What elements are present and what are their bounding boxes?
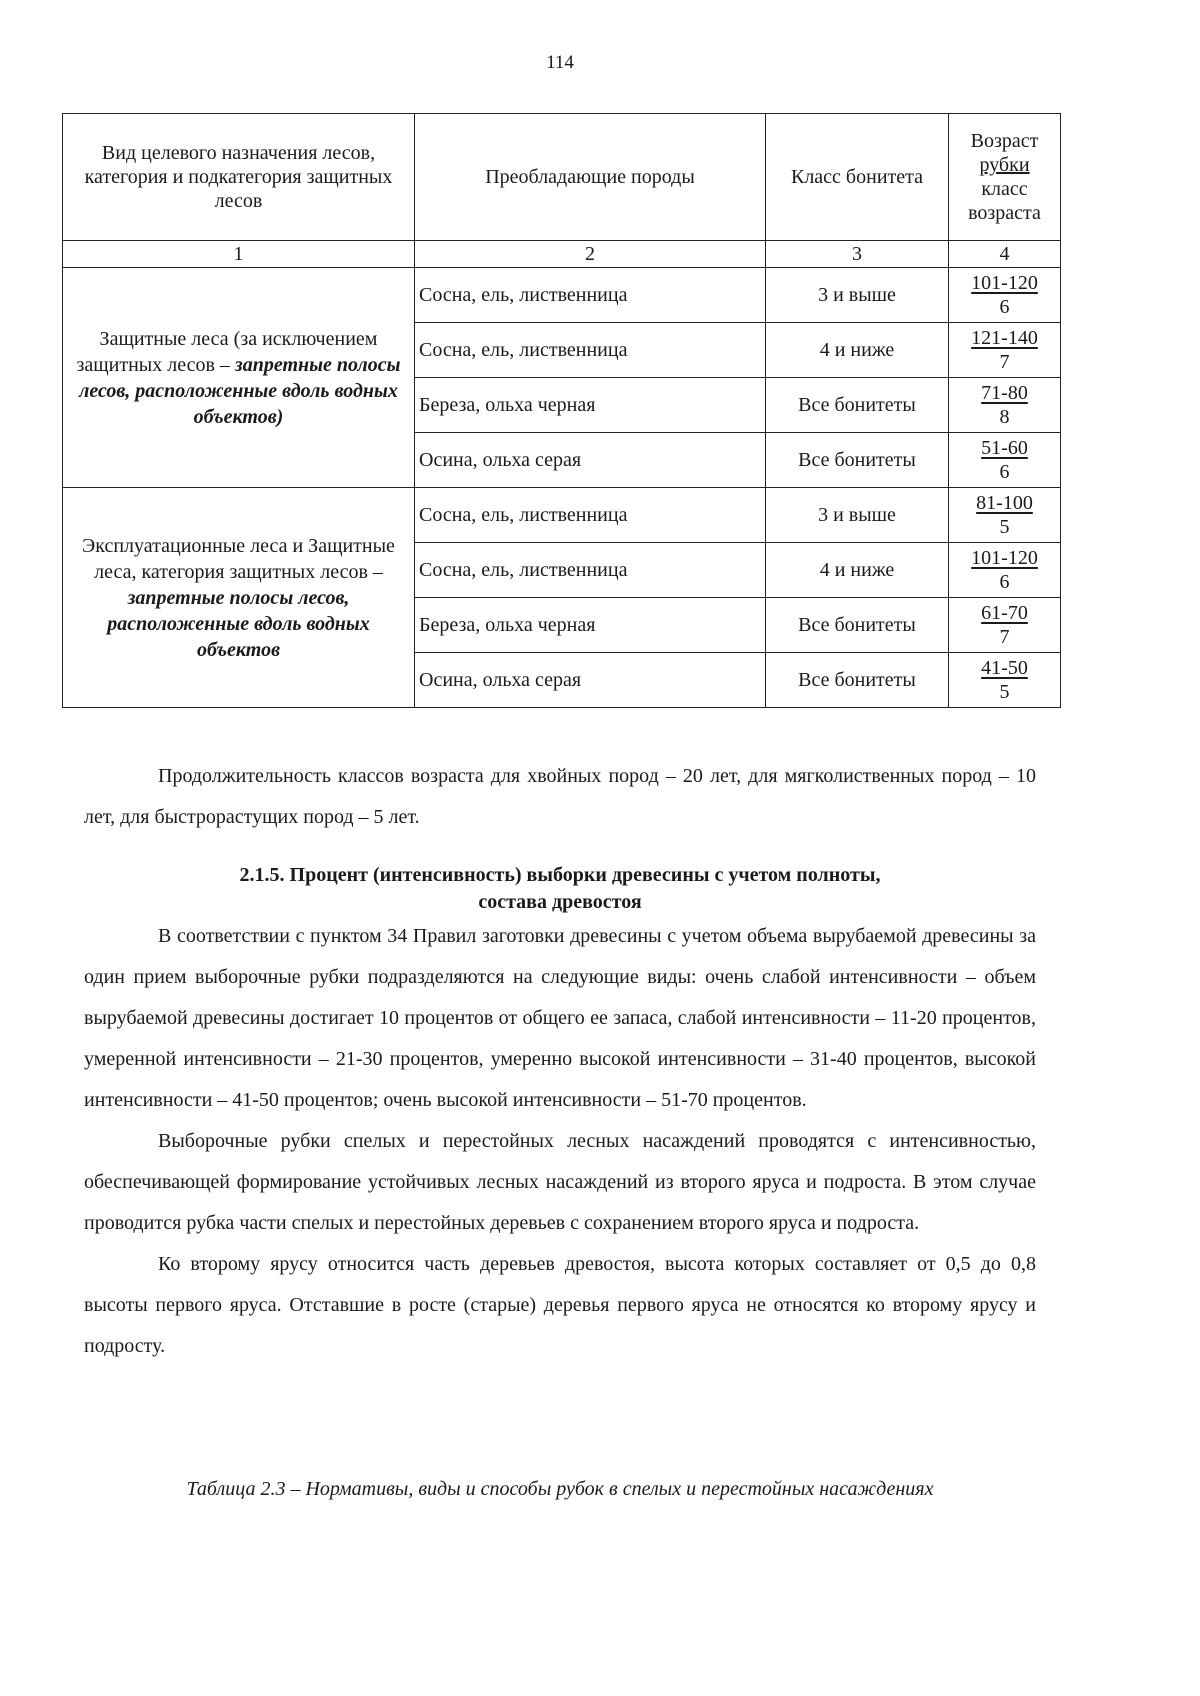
species-cell: Сосна, ель, лиственница bbox=[415, 543, 766, 598]
cutting-age: 81-100 bbox=[976, 492, 1033, 514]
header-forest-type: Вид целевого назначения лесов, категория и подкатегория защитных лесов bbox=[63, 114, 415, 241]
header-bonitet: Класс бонитета bbox=[766, 114, 949, 241]
table-caption: Таблица 2.3 – Нормативы, виды и способы рубок в спелых и перестойных насаждениях bbox=[186, 1478, 934, 1500]
species-cell: Сосна, ель, лиственница bbox=[415, 268, 766, 323]
column-number: 3 bbox=[766, 241, 949, 268]
paragraph: Ко второму ярусу относится часть деревьев древостоя, высота которых составляет от 0,5 до 0,8 высоты первого яруса. Отставшие в росте (старые) деревья первого яруса не относятся ко второму ярусу и подросту. bbox=[84, 1253, 1036, 1357]
header-age-line3: класс bbox=[981, 178, 1028, 200]
column-number-row bbox=[63, 241, 1061, 268]
section-heading-line1: 2.1.5. Процент (интенсивность) выборки древесины с учетом полноты, bbox=[239, 864, 881, 886]
species-cell: Береза, ольха черная bbox=[415, 378, 766, 433]
forest-category-label: Защитные леса (за исключением защитных лесов – bbox=[76, 327, 378, 376]
bonitet-cell: 3 и выше bbox=[766, 268, 949, 323]
cutting-age: 121-140 bbox=[971, 327, 1038, 349]
column-number: 1 bbox=[63, 241, 415, 268]
forest-category-emphasis: запретные полосы лесов, расположенные вдоль водных объектов bbox=[107, 586, 370, 661]
species-cell: Осина, ольха серая bbox=[415, 433, 766, 488]
species-cell: Осина, ольха серая bbox=[415, 653, 766, 708]
species-cell: Сосна, ель, лиственница bbox=[415, 488, 766, 543]
cutting-age: 101-120 bbox=[971, 547, 1038, 569]
bonitet-cell: Все бонитеты bbox=[766, 378, 949, 433]
header-age-line2: рубки bbox=[979, 154, 1030, 176]
species-cell: Береза, ольха черная bbox=[415, 598, 766, 653]
bonitet-cell: Все бонитеты bbox=[766, 653, 949, 708]
bonitet-cell: Все бонитеты bbox=[766, 433, 949, 488]
cutting-age: 51-60 bbox=[981, 437, 1028, 459]
section-heading bbox=[84, 862, 1036, 916]
age-class: 8 bbox=[999, 406, 1010, 428]
bonitet-cell: Все бонитеты bbox=[766, 598, 949, 653]
forest-category-emphasis: запретные полосы лесов, расположенные вдоль водных объектов) bbox=[79, 353, 401, 428]
header-age-line4: возраста bbox=[968, 202, 1041, 224]
age-cell bbox=[949, 598, 1061, 653]
age-cell bbox=[949, 378, 1061, 433]
forest-category-cell bbox=[63, 268, 415, 488]
page-number: 114 bbox=[546, 52, 574, 73]
age-class: 6 bbox=[999, 571, 1010, 593]
body-text bbox=[84, 916, 1036, 1367]
age-class: 7 bbox=[999, 626, 1010, 648]
cutting-age: 41-50 bbox=[981, 657, 1028, 679]
header-age-line1: Возраст bbox=[970, 130, 1039, 152]
cutting-age: 61-70 bbox=[981, 602, 1028, 624]
age-cell bbox=[949, 433, 1061, 488]
header-age bbox=[949, 114, 1061, 241]
age-class: 5 bbox=[999, 516, 1010, 538]
age-cell bbox=[949, 323, 1061, 378]
bonitet-cell: 4 и ниже bbox=[766, 323, 949, 378]
age-class: 6 bbox=[999, 296, 1010, 318]
paragraph: В соответствии с пунктом 34 Правил заготовки древесины с учетом объема вырубаемой древесины за один прием выборочные рубки подразделяются на следующие виды: очень слабой интенсивности – объем вырубаемой древесины достигает 10 процентов от общего ее запаса, слабой интенсивности – 11-20 процентов, умеренной интенсивности – 21-30 процентов, умеренно высокой интенсивности – 31-40 процентов, высокой интенсивности – 41-50 процентов; очень высокой интенсивности – 51-70 процентов. bbox=[84, 925, 1036, 1111]
table-row bbox=[63, 488, 1061, 543]
age-cell bbox=[949, 543, 1061, 598]
bonitet-cell: 4 и ниже bbox=[766, 543, 949, 598]
age-cell bbox=[949, 488, 1061, 543]
duration-note: Продолжительность классов возраста для хвойных пород – 20 лет, для мягколиственных пород – 10 лет, для быстрорастущих пород – 5 лет. bbox=[84, 765, 1036, 828]
paragraph: Выборочные рубки спелых и перестойных лесных насаждений проводятся с интенсивностью, обеспечивающей формирование устойчивых лесных насаждений из второго яруса и подроста. В этом случае проводится рубка части спелых и перестойных деревьев с сохранением второго яруса и подроста. bbox=[84, 1130, 1036, 1234]
forest-category-label: Эксплуатационные леса и Защитные леса, категория защитных лесов – bbox=[82, 534, 395, 583]
forest-category-cell bbox=[63, 488, 415, 708]
table-row bbox=[63, 268, 1061, 323]
age-class: 6 bbox=[999, 461, 1010, 483]
bonitet-cell: 3 и выше bbox=[766, 488, 949, 543]
cutting-age: 71-80 bbox=[981, 382, 1028, 404]
table-header-row bbox=[63, 114, 1061, 241]
species-cell: Сосна, ель, лиственница bbox=[415, 323, 766, 378]
age-cell bbox=[949, 268, 1061, 323]
age-class: 5 bbox=[999, 681, 1010, 703]
age-norms-table bbox=[62, 113, 1061, 708]
column-number: 2 bbox=[415, 241, 766, 268]
header-species: Преобладающие породы bbox=[415, 114, 766, 241]
age-class: 7 bbox=[999, 351, 1010, 373]
section-heading-line2: состава древостоя bbox=[478, 891, 642, 913]
cutting-age: 101-120 bbox=[971, 272, 1038, 294]
column-number: 4 bbox=[949, 241, 1061, 268]
duration-note-block bbox=[84, 756, 1036, 838]
age-cell bbox=[949, 653, 1061, 708]
